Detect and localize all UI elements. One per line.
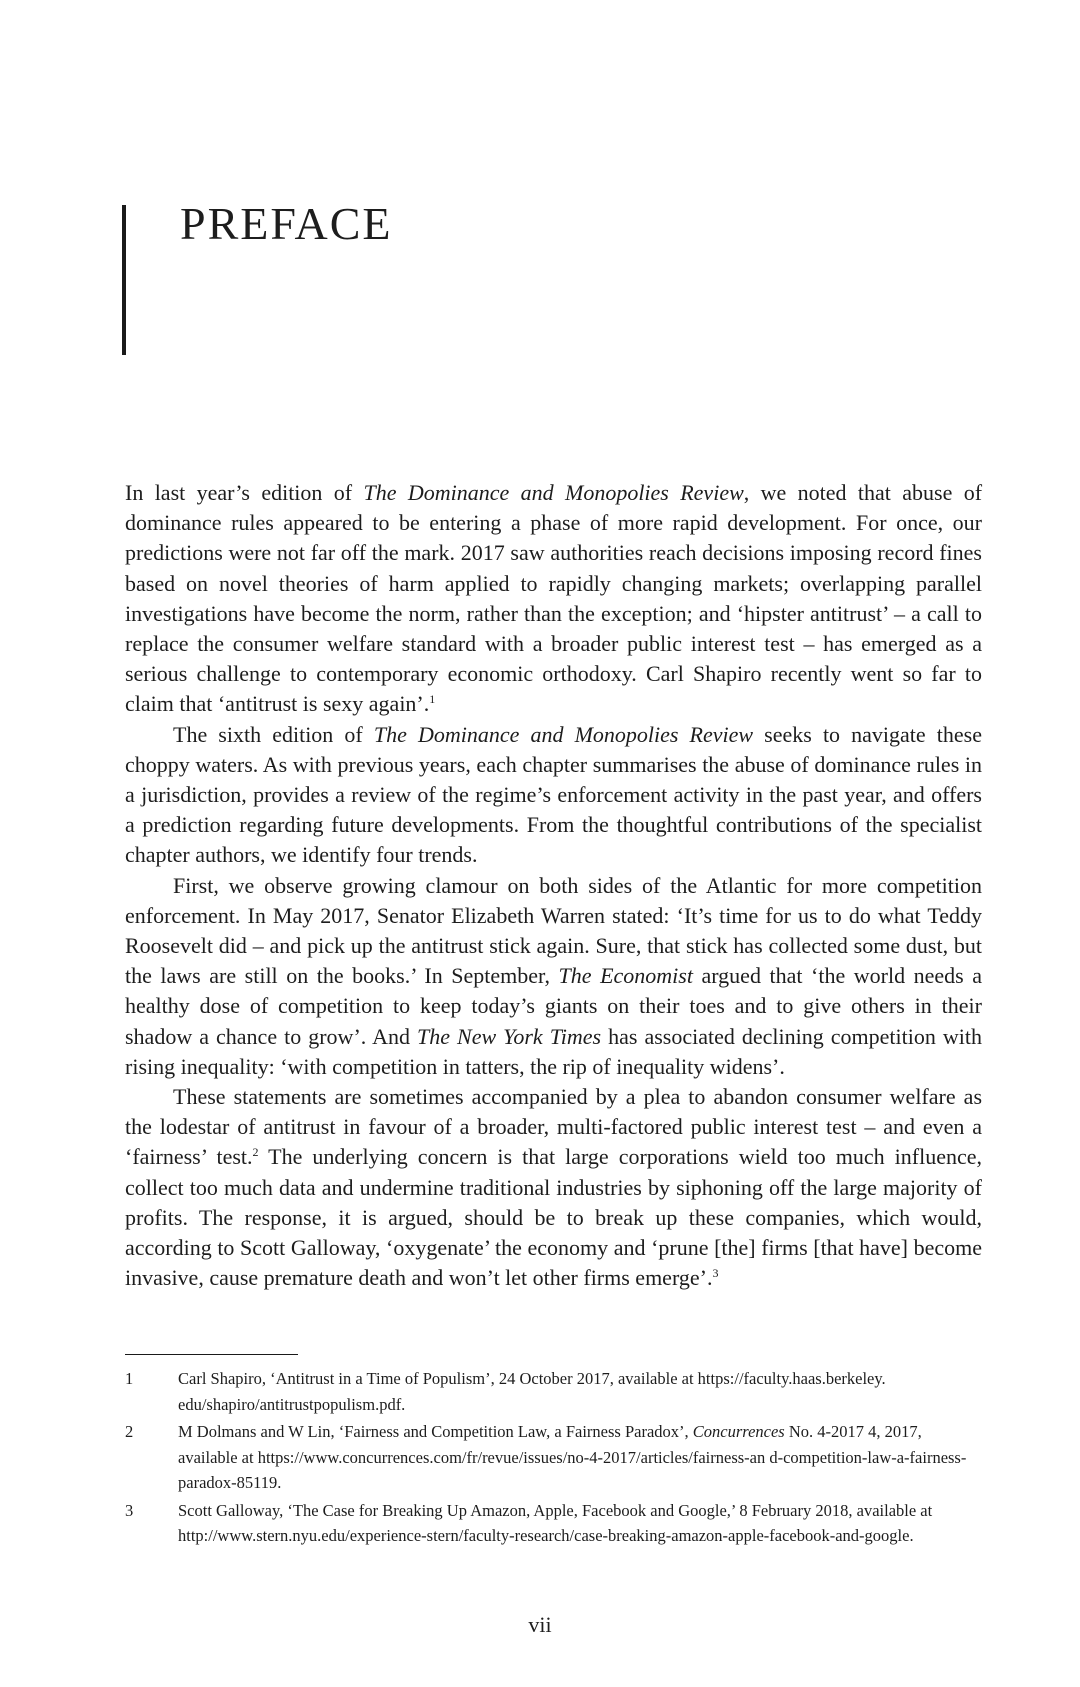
footnote-ref-2[interactable]: 2	[252, 1145, 259, 1160]
p4-text-a: These statements are sometimes accompanied by a plea to abandon consumer welfare as the lodestar of antitrust in favour of a broader, multi-factored public interest test – and even a ‘fairness’ test.	[125, 1084, 982, 1170]
p3-text-c: has associated declining competition with rising inequality: ‘with competition in tatters, the rip of inequality widens’.	[125, 1023, 982, 1079]
p1-text-a: In last year’s edition of	[125, 480, 364, 505]
p3-publication-economist: The Economist	[558, 963, 693, 989]
footnote-ref-1[interactable]: 1	[429, 692, 436, 707]
footnote-text: Scott Galloway, ‘The Case for Breaking Up Amazon, Apple, Facebook and Google,’ 8 February 2018, available at http://www.stern.nyu.edu/experience-stern/faculty-research/case-breaking-amazon-apple-facebook-and-google.	[178, 1500, 933, 1545]
footnotes	[125, 1366, 982, 1551]
footnote-divider	[125, 1354, 298, 1355]
p3-text-a: First, we observe growing clamour on both sides of the Atlantic for more competition enforcement. In May 2017, Senator Elizabeth Warren stated: ‘It’s time for us to do what Teddy Roosevelt did – and pick up the antitrust stick again. Sure, that stick has collected some dust, but the laws are still on the books.’ In September,	[125, 872, 982, 989]
paragraph-2	[125, 720, 982, 871]
paragraph-1	[125, 478, 982, 720]
chapter-marker-bar	[122, 205, 126, 355]
footnote-3	[125, 1498, 982, 1549]
footnote-text	[178, 1419, 982, 1496]
body-text	[125, 478, 982, 1293]
p1-text-b: , we noted that abuse of dominance rules appeared to be entering a phase of more rapid development. For once, our predictions were not far off the mark. 2017 saw authorities reach decisions imposing record fines based on novel theories of harm applied to rapidly changing markets; overlapping parallel investigations have become the norm, rather than the exception; and ‘hipster antitrust’ – a call to replace the consumer welfare standard with a broader public interest test – has emerged as a serious challenge to contemporary economic orthodoxy. Carl Shapiro recently went so far to claim that ‘antitrust is sexy again’.	[125, 480, 983, 717]
footnote-text-a: M Dolmans and W Lin, ‘Fairness and Competition Law, a Fairness Paradox’,	[178, 1422, 693, 1441]
page-number: vii	[528, 1612, 552, 1637]
p2-book-title: The Dominance and Monopolies Review	[373, 721, 754, 747]
p1-book-title: The Dominance and Monopolies Review	[363, 480, 744, 505]
footnote-journal: Concurrences	[692, 1422, 785, 1441]
p4-text-b: The underlying concern is that large corporations wield too much influence, collect too much data and undermine traditional industries by siphoning off the large majority of profits. The response, it is argued, should be to break up these companies, which would, according to Scott Galloway, ‘oxygenate’ the economy and ‘prune [the] firms [that have] become invasive, cause premature death and won’t let other firms emerge’.	[125, 1144, 982, 1291]
p3-publication-nyt: The New York Times	[417, 1023, 602, 1049]
footnote-1	[125, 1366, 982, 1417]
paragraph-4	[125, 1082, 982, 1293]
footnote-number: 1	[125, 1369, 134, 1388]
paragraph-3	[125, 871, 982, 1082]
p2-text-a: The sixth edition of	[173, 721, 374, 747]
footnote-number: 2	[125, 1422, 134, 1441]
p3-text-b: argued that ‘the world needs a healthy dose of competition to keep today’s giants on their toes and to give others in their shadow a chance to grow’. And	[125, 963, 982, 1049]
p2-text-b: seeks to navigate these choppy waters. As with previous years, each chapter summarises the abuse of dominance rules in a jurisdiction, provides a review of the regime’s enforcement activity in the past year, and offers a prediction regarding future developments. From the thoughtful contributions of the specialist chapter authors, we identify four trends.	[125, 721, 982, 868]
footnote-text: Carl Shapiro, ‘Antitrust in a Time of Populism’, 24 October 2017, available at https://faculty.haas.berkeley. edu/shapiro/antitrustpopulism.pdf.	[178, 1369, 886, 1414]
chapter-title: PREFACE	[180, 198, 393, 249]
footnote-2	[125, 1419, 982, 1496]
footnote-number: 3	[125, 1500, 134, 1520]
footnote-ref-3[interactable]: 3	[712, 1266, 719, 1281]
footnote-text-b: No. 4-2017 4, 2017, available at https://www.concurrences.com/fr/revue/issues/no-4-2017/articles/fairness-an d-competition-law-a-fairness-paradox-85119.	[178, 1422, 967, 1492]
